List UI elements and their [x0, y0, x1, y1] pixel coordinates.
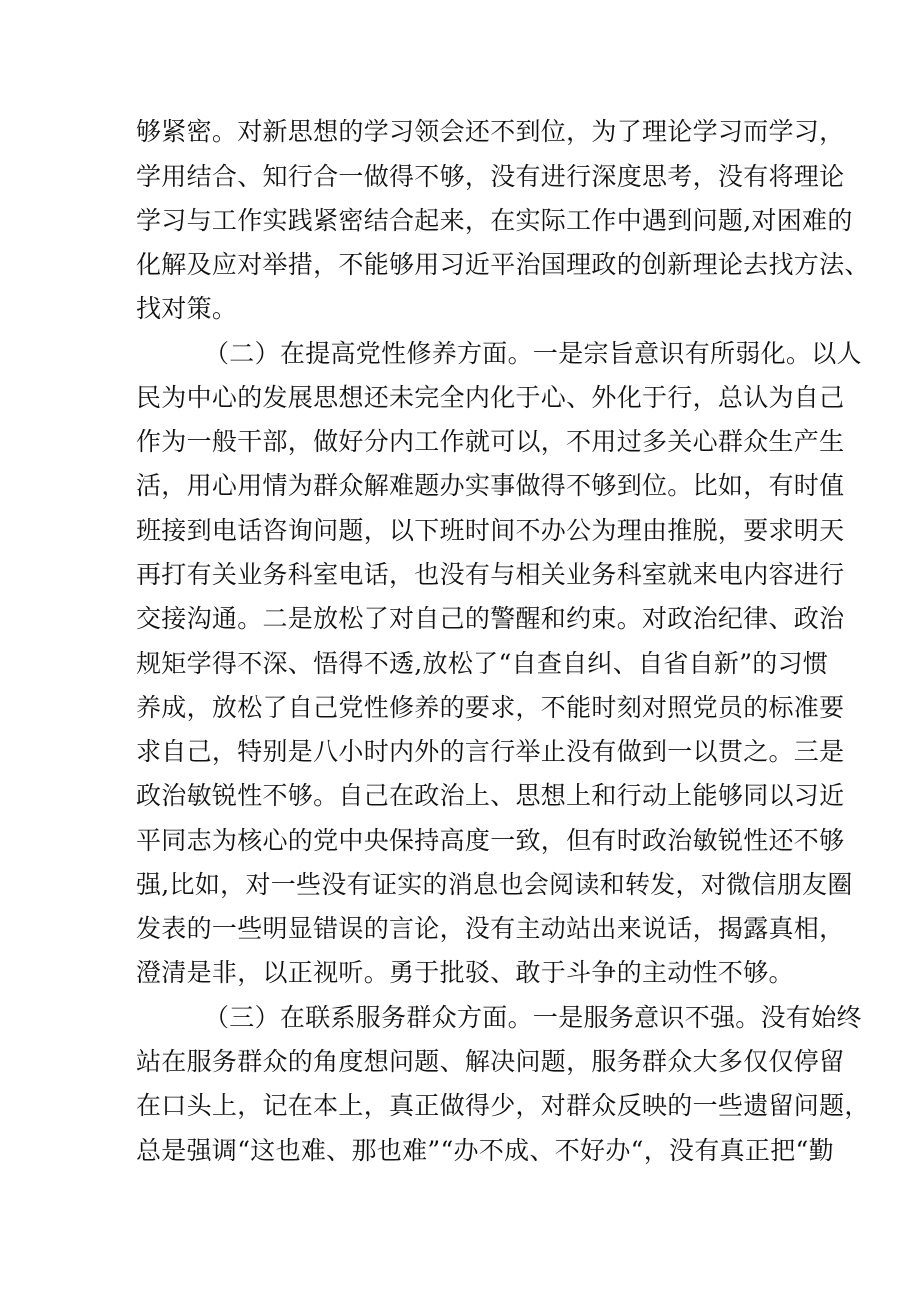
text-line: 班接到电话咨询问题，以下班时间不办公为理由推脱，要求明天 [136, 516, 845, 545]
text-line: 作为一般干部，做好分内工作就可以，不用过多关心群众生产生 [136, 427, 845, 456]
text-line: 平同志为核心的党中央保持高度一致，但有时政治敏锐性还不够 [136, 826, 845, 855]
text-line: 政治敏锐性不够。自己在政治上、思想上和行动上能够同以习近 [136, 781, 845, 810]
text-line: 强,比如，对一些没有证实的消息也会阅读和转发，对微信朋友圈 [136, 870, 853, 899]
paragraph-heading-line: （三）在联系服务群众方面。一是服务意识不强。没有始终 [204, 1003, 862, 1032]
text-line: 化解及应对举措，不能够用习近平治国理政的创新理论去找方法、 [136, 250, 870, 279]
text-line: 够紧密。对新思想的学习领会还不到位，为了理论学习而学习， [136, 117, 845, 146]
text-line: 澄清是非，以正视听。勇于批驳、敢于斗争的主动性不够。 [136, 958, 794, 987]
text-line: 发表的一些明显错误的言论，没有主动站出来说话，揭露真相， [136, 914, 845, 943]
text-line: 总是强调“这也难、那也难”“办不成、不好办“，没有真正把“勤 [136, 1136, 834, 1165]
text-line: 规矩学得不深、悟得不透,放松了“自查自纠、自省自新”的习惯 [136, 649, 829, 678]
text-line: 在口头上，记在本上，真正做得少，对群众反映的一些遗留问题， [136, 1091, 870, 1120]
text-line: 站在服务群众的角度想问题、解决问题，服务群众大多仅仅停留 [136, 1047, 845, 1076]
text-line: 养成，放松了自己党性修养的要求，不能时刻对照党员的标准要 [136, 693, 845, 722]
text-line: 学习与工作实践紧密结合起来，在实际工作中遇到问题,对困难的 [136, 206, 853, 235]
text-line: 找对策。 [136, 294, 238, 323]
text-line: 再打有关业务科室电话，也没有与相关业务科室就来电内容进行 [136, 560, 845, 589]
text-line: 活，用心用情为群众解难题办实事做得不够到位。比如，有时值 [136, 471, 845, 500]
text-line: 交接沟通。二是放松了对自己的警醒和约束。对政治纪律、政治 [136, 604, 845, 633]
text-line: 求自己，特别是八小时内外的言行举止没有做到一以贯之。三是 [136, 737, 845, 766]
text-line: 学用结合、知行合一做得不够，没有进行深度思考，没有将理论 [136, 162, 845, 191]
text-line: 民为中心的发展思想还未完全内化于心、外化于行，总认为自己 [136, 383, 845, 412]
paragraph-heading-line: （二）在提高党性修养方面。一是宗旨意识有所弱化。以人 [204, 339, 862, 368]
